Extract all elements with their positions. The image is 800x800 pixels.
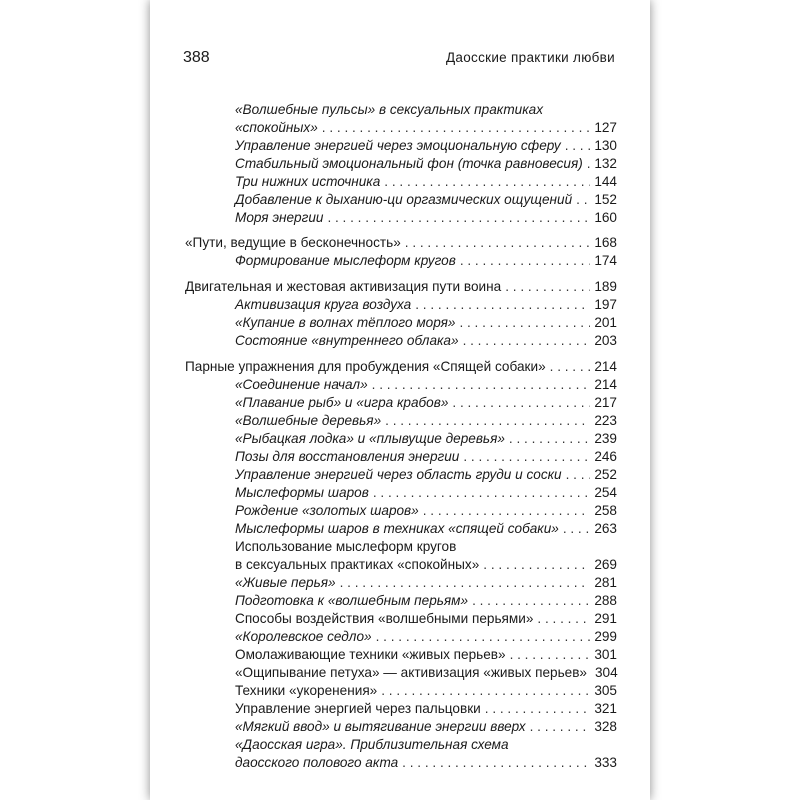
toc-entry-title: «Мягкий ввод» и вытягивание энергии вверх [235, 719, 526, 734]
toc-entry-page: 214 [594, 359, 617, 374]
toc-leader-dots [563, 520, 590, 538]
toc-entry-page: 301 [594, 647, 617, 662]
toc-section [185, 358, 617, 376]
toc-leader-dots [322, 119, 591, 137]
toc-entry [235, 119, 617, 137]
toc-leader-dots [537, 610, 590, 628]
toc-entry [235, 700, 617, 718]
toc-entry-title: «Волшебные пульсы» в сексуальных практиках [235, 102, 543, 117]
toc-entry-title: Активизация круга воздуха [235, 297, 412, 312]
toc-leader-dots [381, 682, 590, 700]
toc-entry-title: Три нижних источника [235, 174, 381, 189]
toc-entry-title: Мыслеформы шаров в техниках «спящей собаки» [235, 521, 559, 536]
toc-leader-dots [384, 173, 590, 191]
toc-entry-title: «Живые перья» [235, 575, 336, 590]
toc-entry-page: 203 [594, 333, 617, 348]
toc-entry-page: 299 [594, 629, 617, 644]
toc-entry-page: 321 [594, 701, 617, 716]
toc-entry-title: «Пути, ведущие в бесконечность» [185, 235, 401, 250]
toc-leader-dots [385, 412, 590, 430]
toc-leader-dots [565, 137, 591, 155]
toc-leader-dots [509, 430, 590, 448]
toc-entry-title: Добавление к дыханию-ци оргазмических ощущений [235, 192, 573, 207]
toc-entry [235, 628, 617, 646]
toc-entry-page: 258 [594, 503, 617, 518]
toc-entry-page: 246 [594, 449, 617, 464]
toc-leader-dots [327, 209, 590, 227]
toc-entry-title: Управление энергией через эмоциональную сферу [235, 138, 561, 153]
toc-entry-title: в сексуальных практиках «спокойных» [235, 557, 480, 572]
toc-entry-page: 239 [594, 431, 617, 446]
toc-leader-dots [576, 191, 590, 209]
toc-leader-dots [459, 314, 590, 332]
toc-entry [235, 332, 617, 350]
toc-entry-page: 304 [595, 665, 618, 680]
toc-entry-title: «Соединение начал» [235, 377, 368, 392]
toc-entry-page: 269 [594, 557, 617, 572]
toc-entry-page: 197 [594, 297, 617, 312]
toc-entry-page: 189 [594, 279, 617, 294]
toc-entry-page: 217 [594, 395, 617, 410]
toc-entry [235, 682, 617, 700]
toc-leader-dots [485, 700, 591, 718]
toc-entry-title: «Рыбацкая лодка» и «плывущие деревья» [235, 431, 505, 446]
toc-entry-page: 174 [594, 253, 617, 268]
toc-entry [235, 394, 617, 412]
toc-leader-dots [463, 332, 591, 350]
toc-entry-page: 333 [594, 755, 617, 770]
toc-entry-title: Техники «укоренения» [235, 683, 378, 698]
toc-entry-page: 201 [594, 315, 617, 330]
toc-entry [235, 137, 617, 155]
toc-entry-title: Формирование мыслеформ кругов [235, 253, 456, 268]
toc-entry-page: 223 [594, 413, 617, 428]
toc-leader-dots [415, 296, 590, 314]
toc-entry-page: 152 [594, 192, 617, 207]
toc-entry-page: 328 [594, 719, 617, 734]
toc-entry-title: «Плавание рыб» и «игра крабов» [235, 395, 449, 410]
toc-leader-dots [376, 628, 591, 646]
toc-entry-title: даосского полового акта [235, 755, 399, 770]
toc-section [185, 278, 617, 296]
toc-entry-title: Подготовка к «волшебным перьям» [235, 593, 469, 608]
toc-entry-page: 160 [594, 210, 617, 225]
toc-entry [235, 209, 617, 227]
toc-entry [235, 646, 617, 664]
toc-leader-dots [373, 484, 590, 502]
toc-leader-dots [340, 574, 591, 592]
toc-entry-title: Способы воздействия «волшебными перьями» [235, 611, 534, 626]
toc-entry [235, 376, 617, 394]
toc-entry [235, 191, 617, 209]
toc-entry-title: «Ощипывание петуха» — активизация «живых перьев» [235, 665, 587, 680]
toc-entry-page: 254 [594, 485, 617, 500]
toc-leader-dots [483, 556, 590, 574]
toc-entry-title: Использование мыслеформ кругов [235, 539, 457, 554]
toc-entry [235, 610, 617, 628]
toc-leader-dots [460, 252, 591, 270]
toc-entry-title: «Королевское седло» [235, 629, 372, 644]
toc-entry-title: «Купание в волнах тёплого моря» [235, 315, 456, 330]
toc-entry [235, 574, 617, 592]
toc-entry [235, 296, 617, 314]
toc-leader-dots [423, 502, 591, 520]
toc-entry [235, 718, 617, 736]
toc-leader-dots [530, 718, 591, 736]
toc-leader-dots [405, 234, 591, 252]
toc-entry-title: Омолаживающие техники «живых перьев» [235, 647, 506, 662]
toc-entry-page: 252 [594, 467, 617, 482]
toc-entry-title: Моря энергии [235, 210, 324, 225]
toc-entry-page: 291 [594, 611, 617, 626]
toc-entry-page: 132 [594, 156, 617, 171]
toc-entry-title: «Волшебные деревья» [235, 413, 382, 428]
toc-entry-title: «спокойных» [235, 120, 318, 135]
toc-entry [235, 664, 617, 682]
toc-entry-title: Состояние «внутреннего облака» [235, 333, 459, 348]
toc-entry-page: 288 [594, 593, 617, 608]
toc-entry-page: 127 [594, 120, 617, 135]
toc-entry-page: 130 [594, 138, 617, 153]
toc-entry-title: «Даосская игра». Приблизительная схема [235, 737, 509, 752]
toc-section [185, 234, 617, 252]
toc-leader-dots [472, 592, 590, 610]
toc-entry-page: 281 [594, 575, 617, 590]
toc-entry [235, 173, 617, 191]
toc-leader-dots [505, 278, 590, 296]
toc-entry-title: Рождение «золотых шаров» [235, 503, 419, 518]
toc-entry-title: Двигательная и жестовая активизация пути воина [185, 279, 502, 294]
toc-entry-title: Управление энергией через область груди и соски [235, 467, 562, 482]
toc-entry-page: 305 [594, 683, 617, 698]
toc-entry [235, 484, 617, 502]
page-number: 388 [183, 49, 210, 66]
toc-leader-dots [372, 376, 591, 394]
toc-entry [235, 412, 617, 430]
toc-entry [235, 430, 617, 448]
toc-entry-page: 263 [594, 521, 617, 536]
toc-leader-dots [510, 646, 591, 664]
toc-entry-page: 214 [594, 377, 617, 392]
toc-entry [235, 502, 617, 520]
toc-leader-dots [587, 155, 591, 173]
toc-leader-dots [566, 466, 591, 484]
toc-entry-title: Парные упражнения для пробуждения «Спящей собаки» [185, 359, 546, 374]
toc-entry [235, 155, 617, 173]
toc-entry [235, 252, 617, 270]
toc-entry [235, 754, 617, 772]
toc-entry-title: Управление энергией через пальцовки [235, 701, 481, 716]
toc-entry [235, 448, 617, 466]
toc-leader-dots [452, 394, 590, 412]
toc-entry-title: Позы для восстановления энергии [235, 449, 460, 464]
toc-leader-dots [402, 754, 590, 772]
toc-entry-page: 168 [594, 235, 617, 250]
running-title: Даосские практики любви [445, 50, 615, 65]
toc-leader-dots [463, 448, 590, 466]
toc-entry-page: 144 [594, 174, 617, 189]
toc-entry [235, 556, 617, 574]
toc-entry-title: Мыслеформы шаров [235, 485, 369, 500]
toc-entry [235, 466, 617, 484]
toc-entry [235, 314, 617, 332]
toc-entry [235, 520, 617, 538]
toc-entry [235, 592, 617, 610]
toc-entry-title: Стабильный эмоциональный фон (точка равновесия) [235, 156, 583, 171]
toc-leader-dots [550, 358, 591, 376]
